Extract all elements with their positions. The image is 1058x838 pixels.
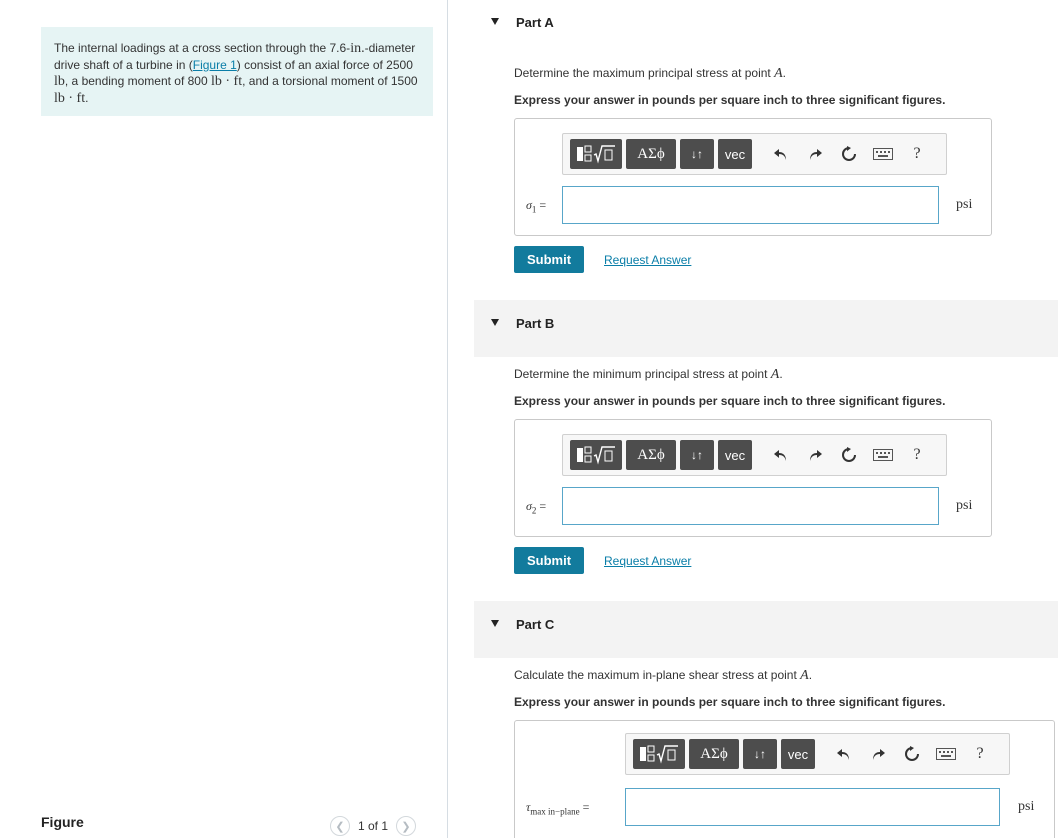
- problem-text: .: [85, 91, 89, 105]
- answer-input-sigma1[interactable]: [562, 186, 939, 224]
- unit-label: psi: [956, 498, 973, 513]
- greek-symbols-button[interactable]: ΑΣϕ: [626, 139, 676, 169]
- greek-symbols-button[interactable]: ΑΣϕ: [689, 739, 739, 769]
- unit-lb-ft: lb · ft: [54, 91, 86, 106]
- subscript-superscript-button[interactable]: ↓↑: [680, 440, 714, 470]
- unit-lb: lb: [54, 74, 65, 89]
- question-text: Determine the maximum principal stress at point A.: [514, 66, 787, 81]
- answer-input-sigma2[interactable]: [562, 487, 939, 525]
- vector-button[interactable]: vec: [718, 139, 752, 169]
- redo-icon[interactable]: [800, 139, 830, 169]
- templates-button[interactable]: [570, 440, 622, 470]
- undo-icon[interactable]: [829, 739, 859, 769]
- chevron-right-icon[interactable]: ❯: [396, 816, 416, 836]
- pager-count: 1 of 1: [358, 819, 389, 833]
- request-answer-link[interactable]: Request Answer: [604, 554, 692, 568]
- reset-icon[interactable]: [834, 440, 864, 470]
- templates-icon: [638, 744, 680, 764]
- math-toolbar: [562, 133, 947, 175]
- templates-icon: [575, 144, 617, 164]
- figure-link[interactable]: Figure 1: [192, 58, 237, 72]
- templates-icon: [575, 445, 617, 465]
- problem-text: -diameter drive shaft of a turbine in (: [54, 41, 416, 72]
- undo-icon[interactable]: [766, 139, 796, 169]
- unit-label: psi: [956, 197, 973, 212]
- keyboard-icon[interactable]: [868, 139, 898, 169]
- problem-text: ) consist of an axial force of 2500: [236, 58, 413, 72]
- reset-icon[interactable]: [834, 139, 864, 169]
- part-a-header[interactable]: [474, 14, 1058, 30]
- keyboard-icon[interactable]: [868, 440, 898, 470]
- submit-button[interactable]: Submit: [514, 547, 584, 574]
- reset-icon[interactable]: [897, 739, 927, 769]
- math-toolbar: [625, 733, 1010, 775]
- problem-text: , a bending moment of 800: [64, 74, 211, 88]
- problem-text: , and a torsional moment of 1500: [242, 74, 418, 88]
- part-c-header[interactable]: [474, 616, 1058, 632]
- subscript-superscript-button[interactable]: ↓↑: [680, 139, 714, 169]
- problem-statement: [41, 27, 433, 116]
- instruction-text: Express your answer in pounds per square inch to three significant figures.: [514, 695, 946, 709]
- submit-button[interactable]: Submit: [514, 246, 584, 273]
- collapse-triangle-icon[interactable]: [491, 18, 499, 25]
- question-text: Determine the minimum principal stress at point A.: [514, 367, 783, 382]
- help-button[interactable]: ?: [913, 446, 921, 463]
- vector-button[interactable]: vec: [718, 440, 752, 470]
- variable-label: $\tau_{max in-plane}$ =: [526, 800, 590, 817]
- math-toolbar: [562, 434, 947, 476]
- undo-icon[interactable]: [766, 440, 796, 470]
- unit-label: psi: [1018, 799, 1035, 814]
- problem-text: The internal loadings at a cross section through the 7.6-: [54, 41, 351, 55]
- collapse-triangle-icon[interactable]: [491, 319, 499, 326]
- unit-lb-ft: lb · ft: [211, 74, 243, 89]
- redo-icon[interactable]: [863, 739, 893, 769]
- figure-pager: [330, 815, 416, 837]
- greek-symbols-button[interactable]: ΑΣϕ: [626, 440, 676, 470]
- help-button[interactable]: ?: [976, 745, 984, 762]
- panel-divider: [447, 0, 448, 838]
- variable-label: $\sigma_1$ =: [526, 198, 547, 215]
- redo-icon[interactable]: [800, 440, 830, 470]
- collapse-triangle-icon[interactable]: [491, 620, 499, 627]
- vector-button[interactable]: vec: [781, 739, 815, 769]
- instruction-text: Express your answer in pounds per square inch to three significant figures.: [514, 394, 946, 408]
- instruction-text: Express your answer in pounds per square inch to three significant figures.: [514, 93, 946, 107]
- question-text: Calculate the maximum in-plane shear stress at point A.: [514, 668, 813, 683]
- part-title: Part C: [516, 616, 555, 632]
- unit-in: in.: [350, 41, 365, 56]
- keyboard-icon[interactable]: [931, 739, 961, 769]
- templates-button[interactable]: [570, 139, 622, 169]
- variable-label: $\sigma_2$ =: [526, 499, 547, 516]
- part-title: Part B: [516, 315, 555, 331]
- request-answer-link[interactable]: Request Answer: [604, 253, 692, 267]
- templates-button[interactable]: [633, 739, 685, 769]
- help-button[interactable]: ?: [913, 145, 921, 162]
- answer-input-tau-max[interactable]: [625, 788, 1000, 826]
- figure-title: Figure: [41, 814, 84, 830]
- chevron-left-icon[interactable]: ❮: [330, 816, 350, 836]
- subscript-superscript-button[interactable]: ↓↑: [743, 739, 777, 769]
- part-b-header[interactable]: [474, 315, 1058, 331]
- part-title: Part A: [516, 14, 554, 30]
